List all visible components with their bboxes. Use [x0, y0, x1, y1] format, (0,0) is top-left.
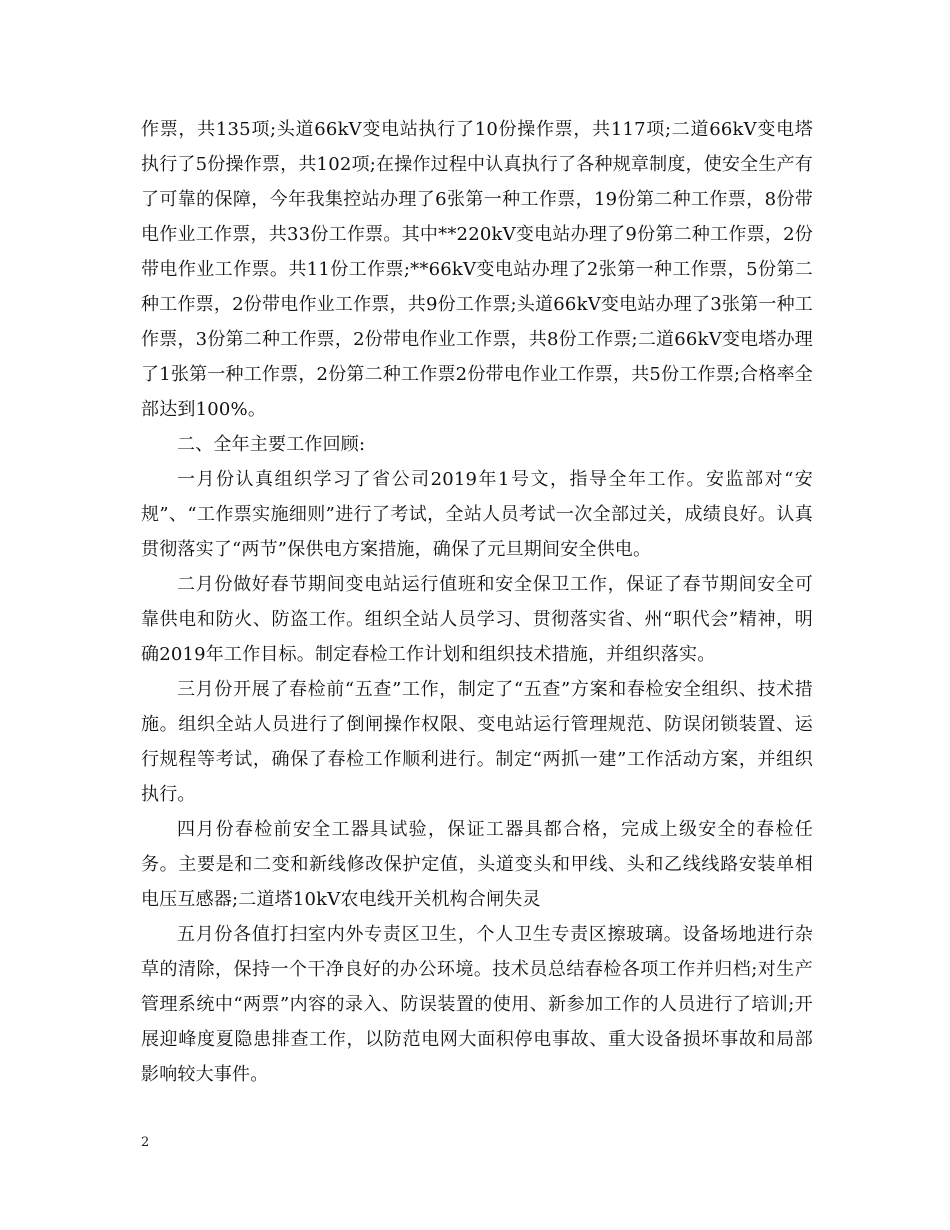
paragraph-may: 五月份各值打扫室内外专责区卫生，个人卫生专责区擦玻璃。设备场地进行杂草的清除，保持一个干净良好的办公环境。技术员总结春检各项工作并归档;对生产管理系统中“两票”内容的录入、防误装置的使用、新参加工作的人员进行了培训;开展迎峰度夏隐患排查工作，以防范电网大面积停电事故、重大设备损坏事故和局部影响较大事件。: [141, 924, 813, 1085]
paragraph-february: 二月份做好春节期间变电站运行值班和安全保卫工作，保证了春节期间安全可靠供电和防火、防盗工作。组织全站人员学习、贯彻落实省、州“职代会”精神，明确2019年工作目标。制定春检工作计划和组织技术措施，并组织落实。: [141, 574, 813, 665]
document-body: [141, 112, 813, 1092]
paragraph-operation-ticket-summary: 作票，共135项;头道66kV变电站执行了10份操作票，共117项;二道66kV变电塔执行了5份操作票，共102项;在操作过程中认真执行了各种规章制度，使安全生产有了可靠的保障，今年我集控站办理了6张第一种工作票，19份第二种工作票，8份带电作业工作票，共33份工作票。其中**220kV变电站办理了9份第二种工作票，2份带电作业工作票。共11份工作票;**66kV变电站办理了2张第一种工作票，5份第二种工作票，2份带电作业工作票，共9份工作票;头道66kV变电站办理了3张第一种工作票，3份第二种工作票，2份带电作业工作票，共8份工作票;二道66kV变电塔办理了1张第一种工作票，2份第二种工作票2份带电作业工作票，共5份工作票;合格率全部达到100%。: [141, 119, 813, 420]
paragraph-april: 四月份春检前安全工器具试验，保证工器具都合格，完成上级安全的春检任务。主要是和二变和新线修改保护定值，头道变头和甲线、头和乙线线路安装单相电压互感器;二道塔10kV农电线开关机构合闸失灵: [141, 819, 813, 910]
section-heading-annual-review: 二、全年主要工作回顾:: [177, 434, 366, 455]
paragraph-january: 一月份认真组织学习了省公司2019年1号文，指导全年工作。安监部对“安规”、“工作票实施细则”进行了考试，全站人员考试一次全部过关，成绩良好。认真贯彻落实了“两节”保供电方案措施，确保了元旦期间安全供电。: [141, 469, 813, 560]
paragraph-march: 三月份开展了春检前“五查”工作，制定了“五查”方案和春检安全组织、技术措施。组织全站人员进行了倒闸操作权限、变电站运行管理规范、防误闭锁装置、运行规程等考试，确保了春检工作顺利进行。制定“两抓一建”工作活动方案，并组织执行。: [141, 679, 813, 805]
page-number: 2: [141, 1135, 150, 1150]
